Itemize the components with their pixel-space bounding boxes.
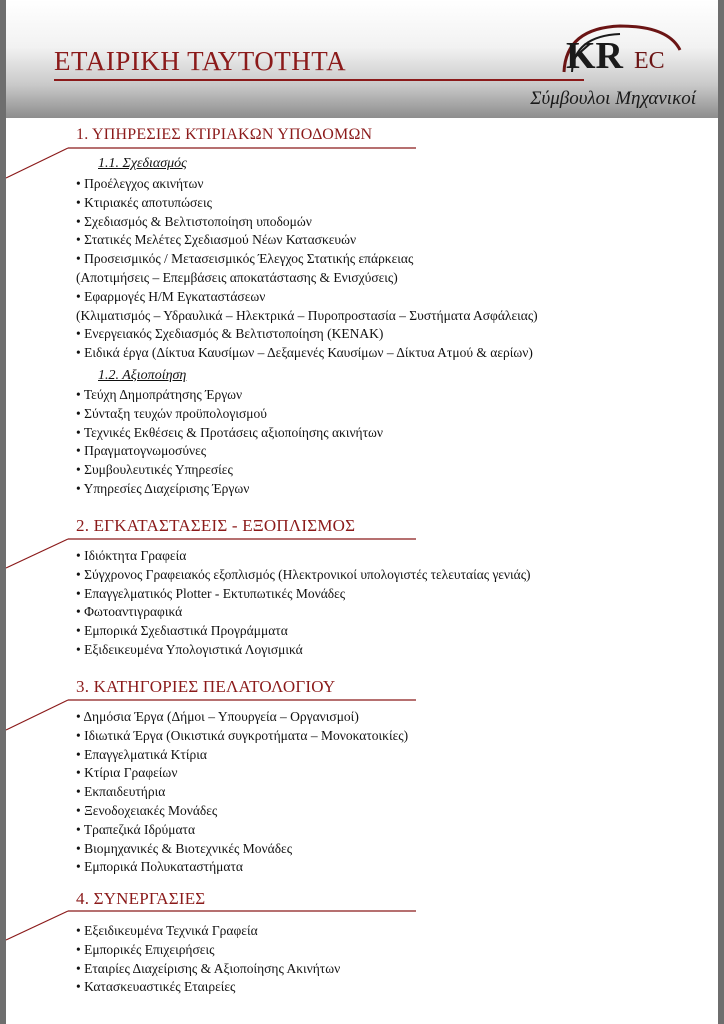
list-item: • Ιδιωτικά Έργα (Οικιστικά συγκροτήματα – Μονοκατοικίες) (76, 727, 409, 743)
list-item: • Στατικές Μελέτες Σχεδιασμού Νέων Κατασκευών (76, 232, 357, 248)
section-2-list (76, 547, 531, 660)
section-4-title: 4. ΣΥΝΕΡΓΑΣΙΕΣ (76, 889, 206, 908)
list-item: • Εμπορικές Επιχειρήσεις (76, 941, 215, 957)
list-item: • Ξενοδοχειακές Μονάδες (76, 802, 218, 818)
list-item: • Υπηρεσίες Διαχείρισης Έργων (76, 480, 250, 496)
list-item: • Ιδιόκτητα Γραφεία (76, 548, 187, 563)
section-4-list (76, 922, 340, 997)
list-item: • Εκπαιδευτήρια (76, 784, 166, 800)
page-subtitle: Σύμβουλοι Μηχανικοί (530, 88, 696, 109)
list-item: • Επαγγελματικός Plotter - Εκτυπωτικές Μονάδες (76, 585, 346, 601)
section-3-list (76, 708, 408, 877)
list-item: • Τραπεζικά Ιδρύματα (76, 821, 196, 837)
list-item: • Σύνταξη τευχών προϋπολογισμού (76, 405, 267, 421)
list-item: • Πραγματογνωμοσύνες (76, 443, 207, 459)
section-2-title: 2. ΕΓΚΑΤΑΣΤΑΣΕΙΣ - ΕΞΟΠΛΙΣΜΟΣ (76, 516, 356, 535)
list-item: • Κτιριακές αποτυπώσεις (76, 194, 212, 210)
list-item: • Τεύχη Δημοπράτησης Έργων (76, 387, 243, 402)
list-item: • Φωτοαντιγραφικά (76, 604, 183, 620)
list-item: • Εξειδικευμένα Τεχνικά Γραφεία (76, 923, 258, 938)
document-page (6, 0, 718, 1024)
list-item: (Αποτιμήσεις – Επεμβάσεις αποκατάστασης & Ενισχύσεις) (76, 269, 398, 285)
list-item: • Επαγγελματικά Κτίρια (76, 746, 207, 762)
list-item: • Προσεισμικός / Μετασεισμικός Έλεγχος Στατικής επάρκειας (76, 251, 414, 267)
list-item: • Σύγχρονος Γραφειακός εξοπλισμός (Ηλεκτρονικοί υπολογιστές τελευταίας γενιάς) (76, 566, 531, 582)
list-item: • Σχεδιασμός & Βελτιστοποίηση υποδομών (76, 213, 312, 229)
list-item: (Κλιματισμός – Υδραυλικά – Ηλεκτρικά – Πυροπροστασία – Συστήματα Ασφάλειας) (76, 307, 538, 323)
list-item: • Εξιδεικευμένα Υπολογιστικά Λογισμικά (76, 641, 303, 657)
list-item: • Εταιρίες Διαχείρισης & Αξιοποίησης Ακινήτων (76, 960, 341, 976)
list-item: • Συμβουλευτικές Υπηρεσίες (76, 462, 233, 478)
list-item: • Κτίρια Γραφείων (76, 765, 178, 781)
section-3-title: 3. ΚΑΤΗΓΟΡΙΕΣ ΠΕΛΑΤΟΛΟΓΙΟΥ (76, 677, 336, 696)
list-item: • Ενεργειακός Σχεδιασμός & Βελτιστοποίηση (ΚΕΝΑΚ) (76, 326, 384, 342)
section-1-decoration (6, 148, 416, 178)
list-item: • Εμπορικά Πολυκαταστήματα (76, 859, 243, 875)
subsection-1-1-title: 1.1. Σχεδιασμός (98, 156, 187, 171)
subsection-1-2-list (76, 386, 383, 499)
logo-kr-text: KR (566, 35, 623, 77)
list-item: • Βιομηχανικές & Βιοτεχνικές Μονάδες (76, 840, 293, 856)
list-item: • Ειδικά έργα (Δίκτυα Καυσίμων – Δεξαμενές Καυσίμων – Δίκτυα Ατμού & αερίων) (76, 345, 533, 361)
list-item: • Δημόσια Έργα (Δήμοι – Υπουργεία – Οργανισμοί) (76, 709, 359, 724)
list-item: • Εφαρμογές Η/Μ Εγκαταστάσεων (76, 288, 266, 304)
section-1-title: 1. ΥΠΗΡΕΣΙΕΣ ΚΤΙΡΙΑΚΩΝ ΥΠΟΔΟΜΩΝ (76, 126, 373, 143)
subsection-1-1-list (76, 175, 538, 363)
page-title: ΕΤΑΙΡΙΚΗ ΤΑΥΤΟΤΗΤΑ (54, 46, 347, 76)
list-item: • Κατασκευαστικές Εταιρείες (76, 979, 236, 995)
list-item: • Προέλεγχος ακινήτων (76, 176, 204, 191)
logo-ec-text: EC (634, 48, 665, 74)
list-item: • Εμπορικά Σχεδιαστικά Προγράμματα (76, 623, 288, 639)
list-item: • Τεχνικές Εκθέσεις & Προτάσεις αξιοποίησης ακινήτων (76, 424, 384, 440)
subsection-1-2-title: 1.2. Αξιοποίηση (98, 368, 187, 383)
